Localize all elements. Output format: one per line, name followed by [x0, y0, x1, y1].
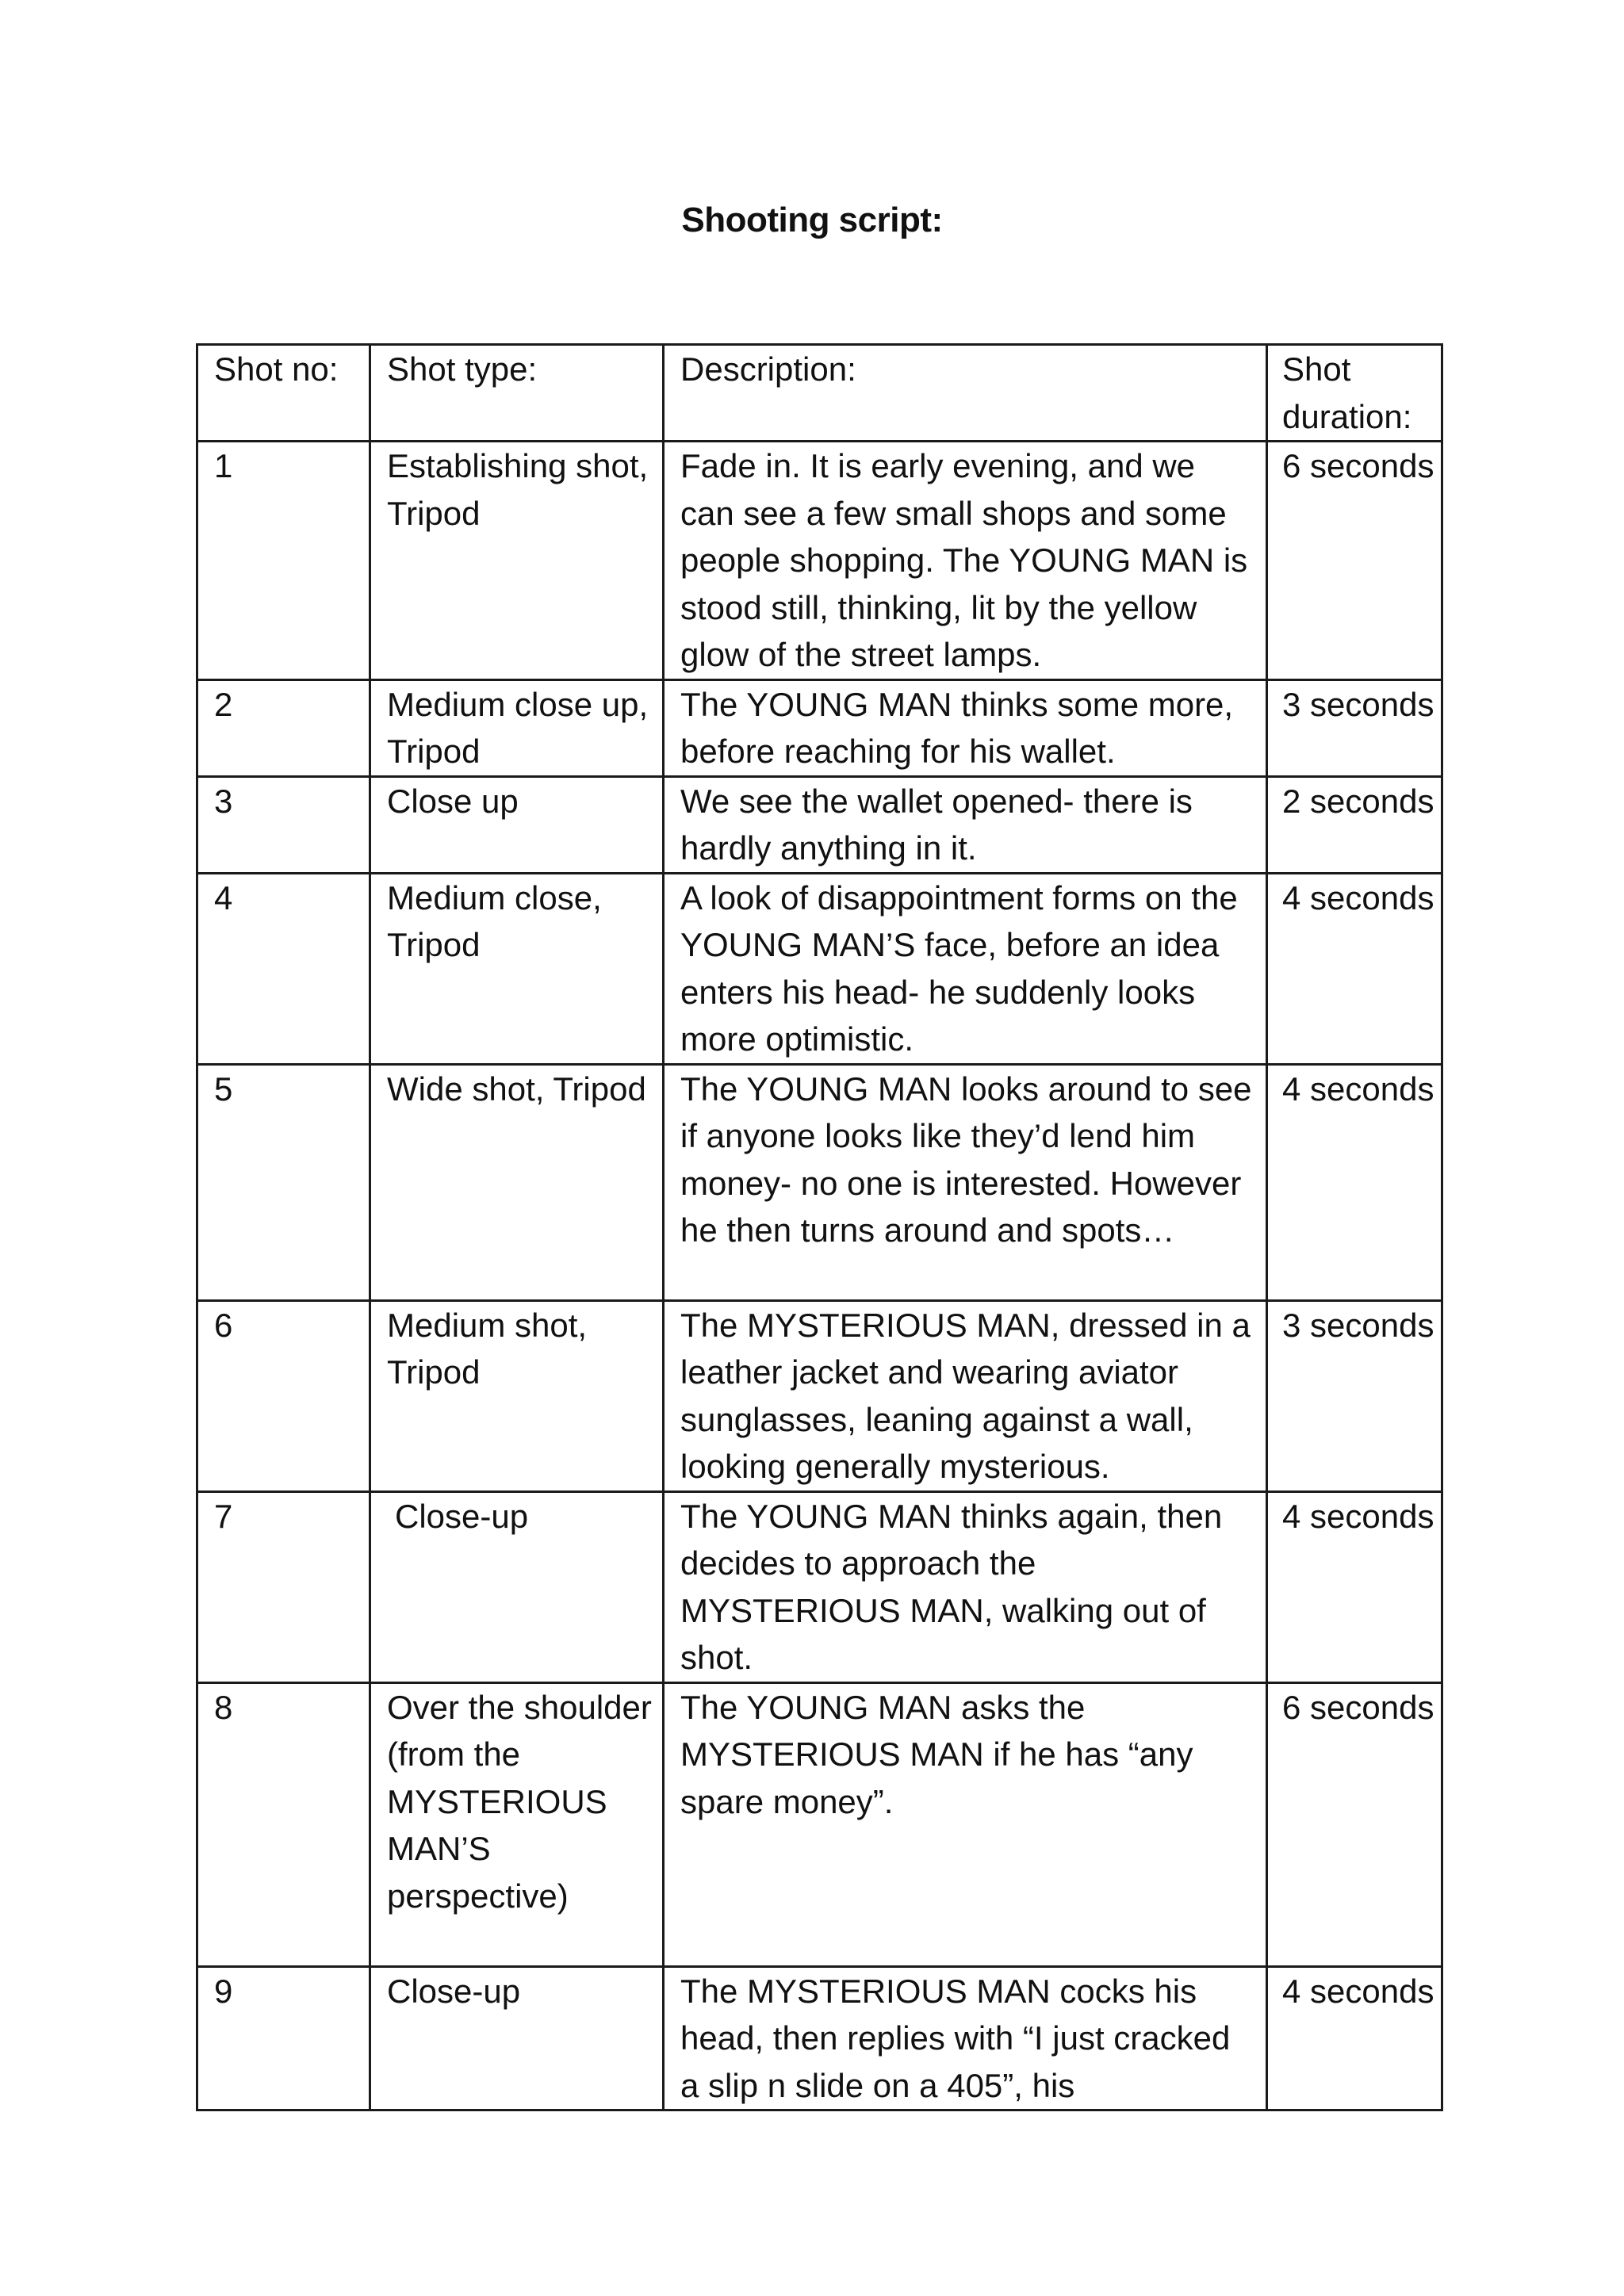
duration-cell: 4 seconds [1267, 1064, 1442, 1300]
shot-type-cell: Close-up [370, 1966, 664, 2110]
table-row [197, 1966, 1442, 2110]
shot-type-cell: Medium close up, Tripod [370, 679, 664, 776]
shot-no-cell: 9 [197, 1966, 370, 2110]
description-cell: The MYSTERIOUS MAN cocks his head, then replies with “I just cracked a slip n slide on a 405”, his [664, 1966, 1267, 2110]
header-shot-duration: Shot duration: [1267, 345, 1442, 442]
description-cell: The YOUNG MAN thinks some more, before reaching for his wallet. [664, 679, 1267, 776]
shot-type-cell: Medium shot, Tripod [370, 1300, 664, 1491]
description-cell: The YOUNG MAN thinks again, then decides to approach the MYSTERIOUS MAN, walking out of shot. [664, 1491, 1267, 1682]
table-row [197, 679, 1442, 776]
shot-no-cell: 4 [197, 873, 370, 1064]
shooting-script-table [196, 343, 1443, 2111]
shot-no-cell: 5 [197, 1064, 370, 1300]
description-cell: A look of disappointment forms on the YOUNG MAN’S face, before an idea enters his head- he suddenly looks more optimistic. [664, 873, 1267, 1064]
shot-type-cell: Establishing shot, Tripod [370, 442, 664, 680]
shot-type-cell [370, 1491, 664, 1682]
shot-type-cell: Close up [370, 776, 664, 873]
duration-cell: 4 seconds [1267, 873, 1442, 1064]
description-cell: The YOUNG MAN asks the MYSTERIOUS MAN if he has “any spare money”. [664, 1682, 1267, 1966]
shot-type-text: Close-up [395, 1497, 529, 1535]
description-cell: The MYSTERIOUS MAN, dressed in a leather jacket and wearing aviator sunglasses, leaning against a wall, looking generally mysterious. [664, 1300, 1267, 1491]
shot-type-cell: Over the shoulder (from the MYSTERIOUS MAN’S perspective) [370, 1682, 664, 1966]
shot-no-cell: 3 [197, 776, 370, 873]
duration-cell: 6 seconds [1267, 1682, 1442, 1966]
header-shot-type: Shot type: [370, 345, 664, 442]
page-title: Shooting script: [681, 201, 943, 239]
table-row [197, 1682, 1442, 1966]
shot-no-cell: 1 [197, 442, 370, 680]
duration-cell: 3 seconds [1267, 679, 1442, 776]
shot-no-cell: 2 [197, 679, 370, 776]
table-row [197, 1300, 1442, 1491]
table-row [197, 776, 1442, 873]
description-cell: Fade in. It is early evening, and we can see a few small shops and some people shopping. The YOUNG MAN is stood still, thinking, lit by the yellow glow of the street lamps. [664, 442, 1267, 680]
duration-cell: 3 seconds [1267, 1300, 1442, 1491]
shot-no-cell: 6 [197, 1300, 370, 1491]
table-row [197, 1491, 1442, 1682]
duration-cell: 4 seconds [1267, 1966, 1442, 2110]
table-row [197, 442, 1442, 680]
shot-type-cell: Wide shot, Tripod [370, 1064, 664, 1300]
duration-cell: 6 seconds [1267, 442, 1442, 680]
table-header-row [197, 345, 1442, 442]
table-row [197, 873, 1442, 1064]
shot-type-cell: Medium close, Tripod [370, 873, 664, 1064]
table-row [197, 1064, 1442, 1300]
header-shot-no: Shot no: [197, 345, 370, 442]
description-cell: The YOUNG MAN looks around to see if anyone looks like they’d lend him money- no one is interested. However he then turns around and spots… [664, 1064, 1267, 1300]
shot-no-cell: 8 [197, 1682, 370, 1966]
header-description: Description: [664, 345, 1267, 442]
duration-cell: 4 seconds [1267, 1491, 1442, 1682]
duration-cell: 2 seconds [1267, 776, 1442, 873]
shot-no-cell: 7 [197, 1491, 370, 1682]
description-cell: We see the wallet opened- there is hardly anything in it. [664, 776, 1267, 873]
